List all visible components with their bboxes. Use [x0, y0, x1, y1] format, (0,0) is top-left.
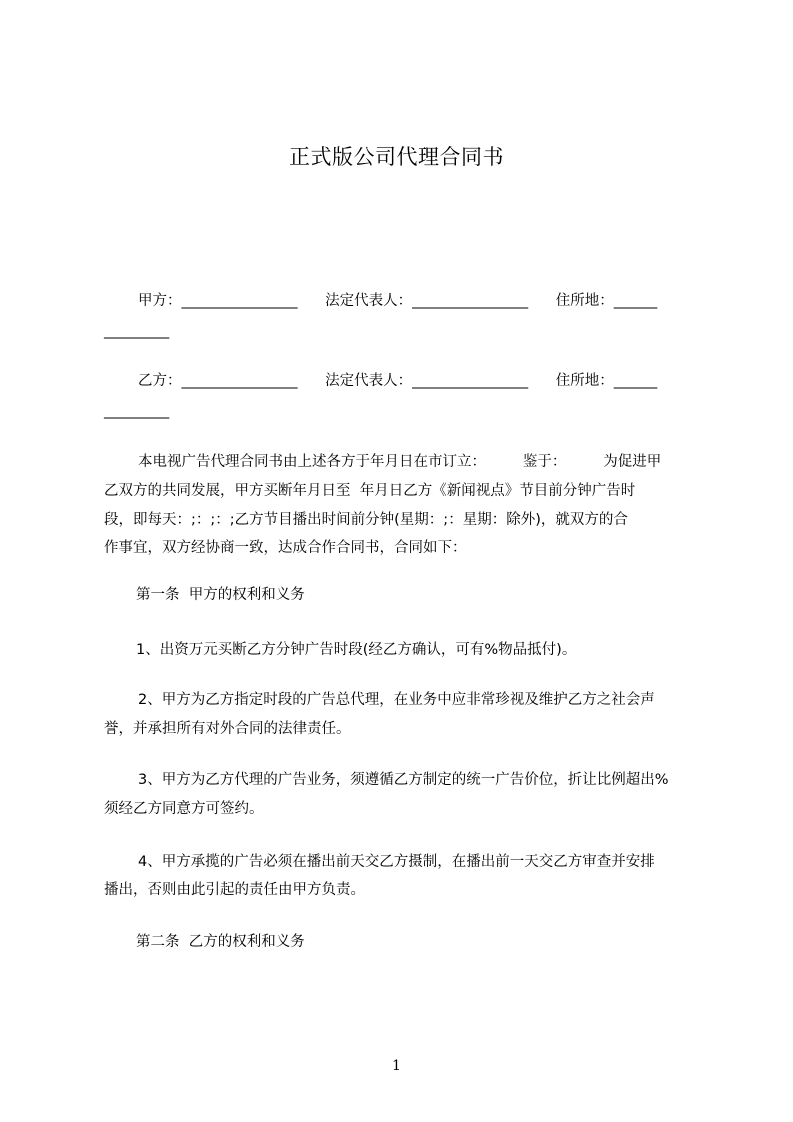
- page-number: 1: [392, 1058, 401, 1074]
- intro-paragraph-line: 段，即每天：;：;：;乙方节目播出时间前分钟(星期：;：星期：除外)，就双方的合: [104, 512, 628, 528]
- clause-4-line: 4、甲方承揽的广告必须在播出前天交乙方摄制，在播出前一天交乙方审查并安排: [138, 854, 655, 870]
- clause-2-line: 誉，并承担所有对外合同的法律责任。: [104, 721, 351, 737]
- article-2-heading: 第二条 乙方的权利和义务: [136, 934, 305, 950]
- intro-paragraph-line: 作事宜，双方经协商一致，达成合作合同书，合同如下：: [104, 540, 467, 556]
- document-title: 正式版公司代理合同书: [289, 145, 504, 169]
- intro-paragraph-line: 本电视广告代理合同书由上述各方于年月日在市订立： 鉴于： 为促进甲: [138, 454, 662, 470]
- article-1-heading: 第一条 甲方的权利和义务: [136, 587, 305, 603]
- party-a-line-continuation: _________: [104, 323, 170, 339]
- clause-3-line: 3、甲方为乙方代理的广告业务，须遵循乙方制定的统一广告价位，折让比例超出%: [138, 772, 669, 788]
- clause-3-line: 须经乙方同意方可签约。: [104, 801, 264, 817]
- clause-1: 1、出资万元买断乙方分钟广告时段(经乙方确认，可有%物品抵付)。: [136, 642, 577, 658]
- clause-2-line: 2、甲方为乙方指定时段的广告总代理，在业务中应非常珍视及维护乙方之社会声: [138, 692, 655, 708]
- clause-4-line: 播出，否则由此引起的责任由甲方负责。: [104, 882, 365, 898]
- party-a-line: 甲方：________________ 法定代表人：________________ 住所地：______: [138, 293, 658, 309]
- party-b-line: 乙方：________________ 法定代表人：________________ 住所地：______: [138, 373, 658, 389]
- intro-paragraph-line: 乙双方的共同发展，甲方买断年月日至 年月日乙方《新闻视点》节目前分钟广告时: [104, 483, 636, 499]
- party-b-line-continuation: _________: [104, 403, 170, 419]
